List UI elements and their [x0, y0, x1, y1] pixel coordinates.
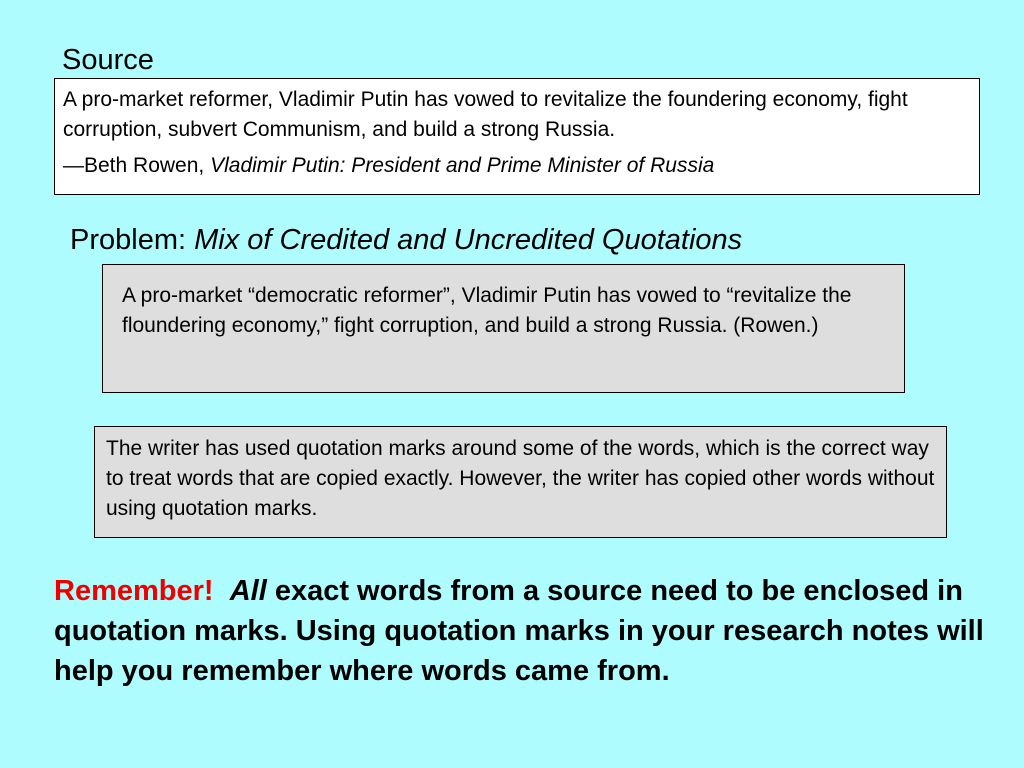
- problem-label: Problem:: [70, 224, 187, 256]
- reminder-label: Remember!: [54, 575, 214, 607]
- reminder-emphasis: All: [229, 575, 267, 607]
- explanation-text: The writer has used quotation marks around some of the words, which is the correct way to treat words that are copied exactly. However, the writer has copied other words without using quotation marks.: [106, 437, 935, 520]
- attribution-title: Vladimir Putin: President and Prime Minister of Russia: [210, 154, 715, 177]
- reminder-text: exact words from a source need to be enclosed in quotation marks. Using quotation marks in your research notes will help you remember where words came from.: [54, 575, 984, 687]
- example-box: [102, 264, 905, 393]
- source-quote-box: [54, 78, 980, 195]
- explanation-box: [94, 426, 947, 538]
- problem-heading: [70, 222, 742, 258]
- source-quote-text: A pro-market reformer, Vladimir Putin has vowed to revitalize the foundering economy, fight corruption, subvert Communism, and build a strong Russia.: [63, 88, 908, 141]
- attribution-author: —Beth Rowen,: [63, 154, 205, 177]
- problem-title: Mix of Credited and Uncredited Quotations: [194, 224, 743, 256]
- example-text: A pro-market “democratic reformer”, Vladimir Putin has vowed to “revitalize the floundering economy,” fight corruption, and build a strong Russia. (Rowen.): [122, 284, 852, 337]
- reminder-note: [54, 571, 984, 691]
- source-heading: Source: [62, 44, 154, 76]
- source-attribution: [63, 151, 971, 181]
